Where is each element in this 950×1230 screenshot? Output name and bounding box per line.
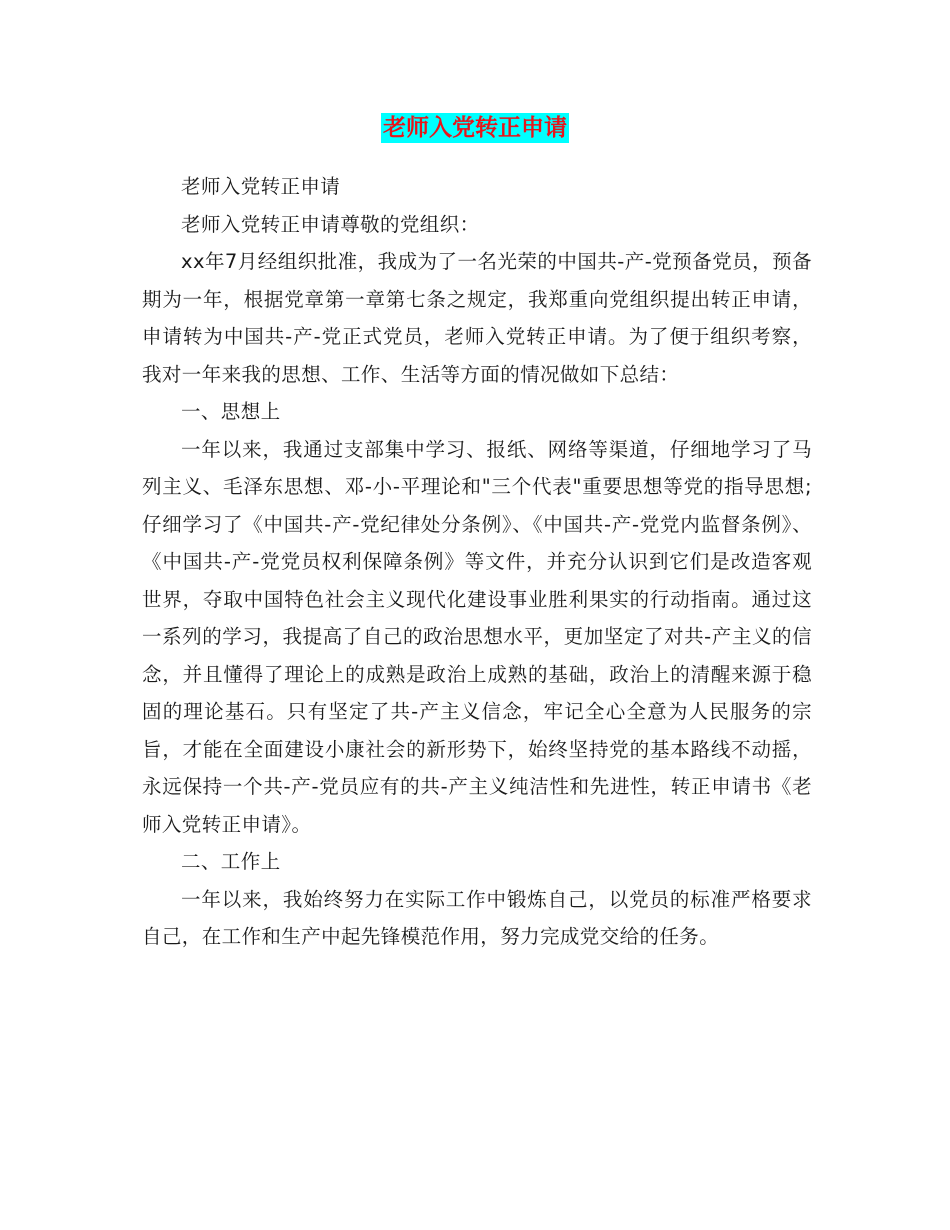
section-heading-ideology: 一、思想上 bbox=[181, 400, 281, 423]
paragraph-heading: 老师入党转正申请 bbox=[181, 175, 341, 198]
paragraph-intro: xx年7月经组织批准，我成为了一名光荣的中国共-产-党预备党员，预备期为一年，根据党章第一章第七条之规定，我郑重向党组织提出转正申请，申请转为中国共-产-党正式党员，老师入党转正申请。为了便于组织考察，我对一年来我的思想、工作、生活等方面的情况做如下总结： bbox=[142, 250, 812, 386]
paragraph-salutation: 老师入党转正申请尊敬的党组织： bbox=[181, 212, 480, 236]
document-title: 老师入党转正申请 bbox=[383, 115, 567, 141]
paragraph-work: 一年以来，我始终努力在实际工作中锻炼自己，以党员的标准严格要求自己，在工作和生产中起先锋模范作用，努力完成党交给的任务。 bbox=[142, 887, 812, 948]
title-container bbox=[0, 113, 950, 143]
document-body bbox=[142, 168, 812, 956]
section-heading-work: 二、工作上 bbox=[181, 850, 281, 873]
paragraph-ideology: 一年以来，我通过支部集中学习、报纸、网络等渠道，仔细地学习了马列主义、毛泽东思想、邓-小-平理论和"三个代表"重要思想等党的指导思想;仔细学习了《中国共-产-党纪律处分条例》、《中国共-产-党党内监督条例》、《中国共-产-党党员权利保障条例》等文件，并充分认识到它们是改造客观世界，夺取中国特色社会主义现代化建设事业胜利果实的行动指南。通过这一系列的学习，我提高了自己的政治思想水平，更加坚定了对共-产主义的信念，并且懂得了理论上的成熟是政治上成熟的基础，政治上的清醒来源于稳固的理论基石。只有坚定了共-产主义信念，牢记全心全意为人民服务的宗旨，才能在全面建设小康社会的新形势下，始终坚持党的基本路线不动摇，永远保持一个共-产-党员应有的共-产主义纯洁性和先进性，转正申请书《老师入党转正申请》。 bbox=[142, 437, 812, 836]
